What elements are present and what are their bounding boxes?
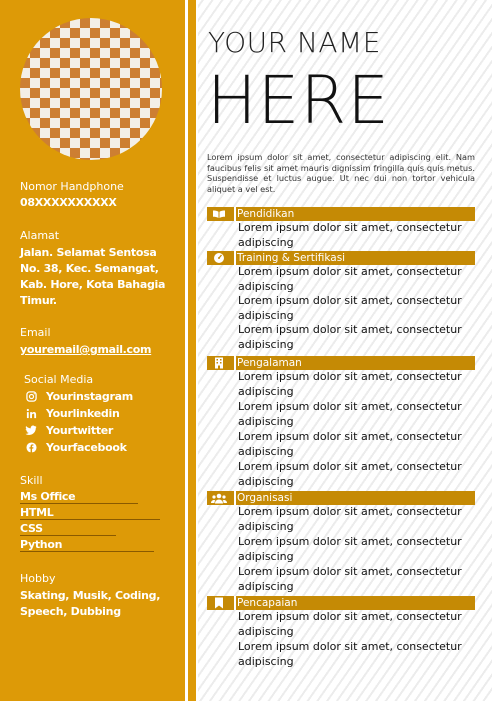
- building-icon: [207, 356, 231, 370]
- phone-label: Nomor Handphone: [20, 180, 124, 193]
- section-item: Lorem ipsum dolor sit amet, consectetur adipiscing: [238, 565, 462, 593]
- section-separator: [234, 491, 236, 505]
- social-label: Yourtwitter: [46, 424, 114, 437]
- email-link[interactable]: youremail@gmail.com: [20, 343, 152, 356]
- facebook-icon: [25, 442, 37, 454]
- section-title: Training & Sertifikasi: [237, 252, 346, 264]
- section-item: Lorem ipsum dolor sit amet, consectetur adipiscing: [238, 323, 462, 351]
- section-item: Lorem ipsum dolor sit amet, consectetur adipiscing: [238, 535, 462, 563]
- section-separator: [234, 251, 236, 265]
- section-item: Lorem ipsum dolor sit amet, consectetur adipiscing: [238, 460, 462, 488]
- name-line-2: HERE: [207, 62, 390, 139]
- section-item: Lorem ipsum dolor sit amet, consectetur adipiscing: [238, 221, 462, 249]
- linkedin-icon: [25, 408, 37, 420]
- social-label: Yourlinkedin: [46, 407, 120, 420]
- social-list: [25, 388, 175, 456]
- instagram-icon: [25, 391, 37, 403]
- hobby-value: Skating, Musik, Coding, Speech, Dubbing: [20, 589, 161, 618]
- section-title: Pengalaman: [237, 357, 302, 369]
- name-line-1: YOUR NAME: [208, 26, 381, 59]
- section-separator: [234, 356, 236, 370]
- section-item: Lorem ipsum dolor sit amet, consectetur adipiscing: [238, 640, 462, 668]
- skill-item: CSS: [20, 522, 43, 535]
- section-item: Lorem ipsum dolor sit amet, consectetur adipiscing: [238, 294, 462, 322]
- accent-stripe: [188, 0, 196, 701]
- skill-bar: [20, 503, 138, 504]
- phone-value: 08XXXXXXXXXX: [20, 196, 117, 209]
- section-header-organisasi: [207, 491, 475, 505]
- section-item: Lorem ipsum dolor sit amet, consectetur adipiscing: [238, 370, 462, 398]
- section-header-pencapaian: [207, 596, 475, 610]
- profile-photo-placeholder[interactable]: [20, 18, 162, 160]
- skill-item: Python: [20, 538, 63, 551]
- hobby-label: Hobby: [20, 572, 56, 585]
- section-item: Lorem ipsum dolor sit amet, consectetur adipiscing: [238, 505, 462, 533]
- social-item-linkedin[interactable]: [25, 405, 175, 422]
- section-header-pendidikan: [207, 207, 475, 221]
- address-label: Alamat: [20, 229, 60, 242]
- section-header-pengalaman: [207, 356, 475, 370]
- skill-bar: [20, 551, 154, 552]
- gauge-icon: [207, 251, 231, 265]
- section-item: Lorem ipsum dolor sit amet, consectetur adipiscing: [238, 400, 462, 428]
- social-label: Yourfacebook: [46, 441, 127, 454]
- intro-paragraph: Lorem ipsum dolor sit amet, consectetur adipiscing elit. Nam faucibus felis sit amet mauris dignissim fringilla quis quis metus. Suspendisse et luctus augue. Ut nec dui non tortor vehicula aliquet a vel est.: [207, 152, 475, 194]
- social-label: Yourinstagram: [46, 390, 133, 403]
- address-value: Jalan. Selamat Sentosa No. 38, Kec. Semangat, Kab. Hore, Kota Bahagia Timur.: [20, 246, 166, 307]
- twitter-icon: [25, 425, 37, 437]
- skill-label: Skill: [20, 474, 43, 487]
- skill-item: Ms Office: [20, 490, 76, 503]
- social-item-twitter[interactable]: [25, 422, 175, 439]
- section-header-training: [207, 251, 475, 265]
- skill-item: HTML: [20, 506, 54, 519]
- skill-bar: [20, 535, 116, 536]
- skill-bar: [20, 519, 160, 520]
- section-title: Pencapaian: [237, 597, 298, 609]
- social-item-facebook[interactable]: [25, 439, 175, 456]
- section-separator: [234, 207, 236, 221]
- email-label: Email: [20, 326, 51, 339]
- book-icon: [207, 207, 231, 221]
- section-title: Organisasi: [237, 492, 293, 504]
- social-media-label: Social Media: [24, 373, 94, 386]
- section-item: Lorem ipsum dolor sit amet, consectetur adipiscing: [238, 265, 462, 293]
- section-separator: [234, 596, 236, 610]
- bookmark-icon: [207, 596, 231, 610]
- section-title: Pendidikan: [237, 208, 295, 220]
- social-item-instagram[interactable]: [25, 388, 175, 405]
- section-item: Lorem ipsum dolor sit amet, consectetur adipiscing: [238, 610, 462, 638]
- group-icon: [207, 491, 231, 505]
- section-item: Lorem ipsum dolor sit amet, consectetur adipiscing: [238, 430, 462, 458]
